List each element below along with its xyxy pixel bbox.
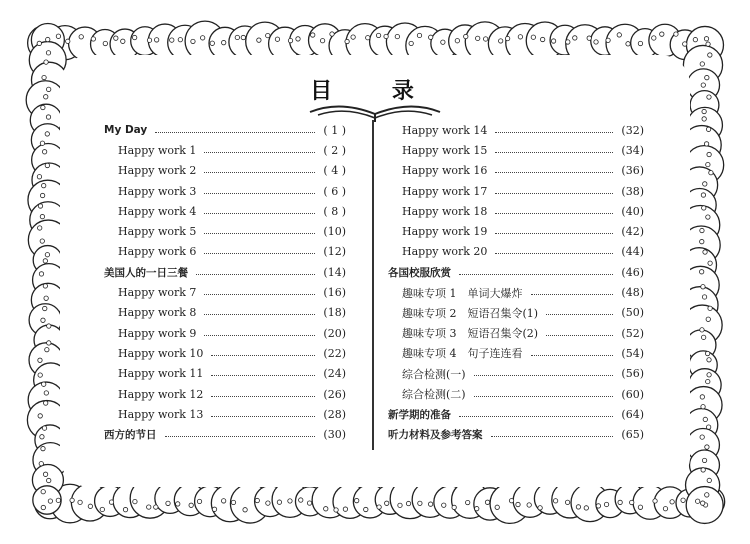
dot-leader [531, 294, 614, 295]
toc-heading [300, 70, 450, 125]
toc-entry-label: 听力材料及参考答案 [388, 429, 483, 442]
toc-entry[interactable] [388, 424, 644, 444]
toc-entry-label: Happy work 12 [118, 387, 204, 401]
toc-entry-page: (60) [621, 387, 644, 401]
toc-entry[interactable] [388, 384, 644, 404]
toc-entry-label: Happy work 2 [118, 164, 197, 178]
dot-leader [495, 233, 613, 234]
toc-entry-label: Happy work 6 [118, 245, 197, 259]
toc-entry-page: (10) [323, 225, 346, 239]
toc-right-column [388, 120, 644, 445]
toc-entry[interactable] [104, 364, 346, 384]
dot-leader [204, 294, 315, 295]
toc-entry[interactable] [388, 201, 644, 221]
toc-entry[interactable] [388, 161, 644, 181]
dot-leader [495, 152, 613, 153]
dot-leader [196, 274, 315, 275]
toc-entry-page: (50) [621, 306, 644, 320]
toc-entry-page: ( 1 ) [323, 123, 346, 137]
toc-entry-label: 西方的节日 [104, 429, 157, 442]
toc-entry-label: Happy work 15 [402, 143, 488, 157]
toc-entry[interactable] [104, 201, 346, 221]
toc-entry-page: (48) [621, 286, 644, 300]
toc-entry-page: (32) [621, 123, 644, 137]
dot-leader [495, 193, 613, 194]
toc-entry[interactable] [104, 181, 346, 201]
toc-entry[interactable] [388, 404, 644, 424]
toc-entry-page: (24) [323, 367, 346, 381]
toc-entry-label: My Day [104, 124, 148, 137]
dot-leader [155, 132, 315, 133]
toc-entry-label: 趣味专项 2 短语召集令(1) [402, 306, 539, 320]
toc-entry[interactable] [104, 282, 346, 302]
toc-entry-page: (14) [323, 265, 346, 279]
toc-entry[interactable] [104, 404, 346, 424]
toc-entry[interactable] [104, 323, 346, 343]
dot-leader [491, 436, 614, 437]
dot-leader [204, 335, 315, 336]
toc-entry-page: (30) [323, 428, 346, 442]
toc-entry-page: (18) [323, 306, 346, 320]
toc-entry-page: (26) [323, 387, 346, 401]
toc-entry-label: Happy work 20 [402, 245, 488, 259]
toc-entry[interactable] [104, 424, 346, 444]
toc-entry-label: 美国人的一日三餐 [104, 266, 188, 279]
toc-entry-label: 综合检测(一) [402, 367, 466, 381]
toc-entry-page: (54) [621, 346, 644, 360]
toc-entry-label: 趣味专项 4 句子连连看 [402, 347, 523, 361]
toc-entry-label: Happy work 1 [118, 143, 197, 157]
column-divider [372, 120, 374, 450]
toc-entry-page: (36) [621, 164, 644, 178]
toc-entry-page: (46) [621, 265, 644, 279]
toc-entry-label: Happy work 14 [402, 123, 488, 137]
toc-entry[interactable] [104, 303, 346, 323]
toc-entry-page: ( 6 ) [323, 184, 346, 198]
toc-entry-page: (40) [621, 204, 644, 218]
toc-entry-label: 趣味专项 1 单词大爆炸 [402, 286, 523, 300]
toc-entry[interactable] [104, 221, 346, 241]
dot-leader [211, 396, 315, 397]
toc-entry[interactable] [388, 343, 644, 363]
toc-entry[interactable] [388, 303, 644, 323]
toc-entry-label: Happy work 18 [402, 204, 488, 218]
toc-entry-label: 各国校服欣赏 [388, 266, 451, 279]
toc-entry[interactable] [388, 140, 644, 160]
toc-entry-label: Happy work 13 [118, 407, 204, 421]
toc-entry-page: (42) [621, 225, 644, 239]
toc-entry[interactable] [104, 343, 346, 363]
dot-leader [546, 314, 613, 315]
dot-leader [204, 152, 315, 153]
toc-entry-page: (52) [621, 326, 644, 340]
dot-leader [204, 172, 315, 173]
toc-entry[interactable] [104, 161, 346, 181]
toc-entry-page: (38) [621, 184, 644, 198]
toc-entry-label: Happy work 4 [118, 204, 197, 218]
toc-entry[interactable] [388, 120, 644, 140]
dot-leader [474, 375, 614, 376]
toc-entry-label: Happy work 11 [118, 367, 204, 381]
dot-leader [495, 172, 613, 173]
dot-leader [495, 213, 613, 214]
toc-entry[interactable] [388, 221, 644, 241]
toc-entry-page: (20) [323, 326, 346, 340]
toc-entry-page: (12) [323, 245, 346, 259]
toc-entry-page: (34) [621, 143, 644, 157]
dot-leader [204, 233, 315, 234]
toc-entry-label: Happy work 10 [118, 346, 204, 360]
toc-entry[interactable] [104, 242, 346, 262]
dot-leader [211, 375, 315, 376]
toc-entry[interactable] [388, 364, 644, 384]
toc-entry-page: (28) [323, 407, 346, 421]
toc-entry-label: Happy work 19 [402, 225, 488, 239]
toc-entry[interactable] [104, 120, 346, 140]
toc-entry[interactable] [388, 181, 644, 201]
toc-entry-page: (65) [621, 428, 644, 442]
toc-entry-page: ( 2 ) [323, 143, 346, 157]
toc-entry-label: Happy work 7 [118, 286, 197, 300]
dot-leader [204, 253, 315, 254]
toc-entry-page: ( 4 ) [323, 164, 346, 178]
toc-left-column [104, 120, 346, 445]
toc-entry[interactable] [388, 242, 644, 262]
toc-entry-label: 综合检测(二) [402, 388, 466, 401]
dot-leader [495, 253, 613, 254]
toc-entry-label: Happy work 5 [118, 225, 197, 239]
dot-leader [495, 132, 613, 133]
toc-entry-page: (56) [621, 367, 644, 381]
page-title: 目 录 [310, 79, 440, 104]
toc-entry[interactable] [388, 323, 644, 343]
dot-leader [211, 355, 315, 356]
toc-entry-page: (22) [323, 346, 346, 360]
toc-entry-label: 趣味专项 3 短语召集令(2) [402, 327, 539, 341]
toc-entry-label: Happy work 9 [118, 326, 197, 340]
toc-entry-page: (16) [323, 286, 346, 300]
dot-leader [204, 314, 315, 315]
dot-leader [459, 416, 613, 417]
toc-entry-page: ( 8 ) [323, 204, 346, 218]
dot-leader [531, 355, 614, 356]
dot-leader [165, 436, 316, 437]
toc-entry[interactable] [104, 262, 346, 282]
toc-entry-page: (64) [621, 407, 644, 421]
dot-leader [204, 193, 315, 194]
toc-entry[interactable] [104, 384, 346, 404]
toc-entry-label: Happy work 8 [118, 306, 197, 320]
dot-leader [211, 416, 315, 417]
toc-entry[interactable] [104, 140, 346, 160]
dot-leader [459, 274, 613, 275]
toc-entry[interactable] [388, 262, 644, 282]
toc-entry-label: Happy work 16 [402, 164, 488, 178]
toc-entry[interactable] [388, 282, 644, 302]
dot-leader [474, 396, 614, 397]
dot-leader [546, 335, 613, 336]
toc-entry-label: 新学期的准备 [388, 408, 451, 421]
toc-entry-label: Happy work 17 [402, 184, 488, 198]
dot-leader [204, 213, 315, 214]
toc-entry-page: (44) [621, 245, 644, 259]
toc-entry-label: Happy work 3 [118, 184, 197, 198]
